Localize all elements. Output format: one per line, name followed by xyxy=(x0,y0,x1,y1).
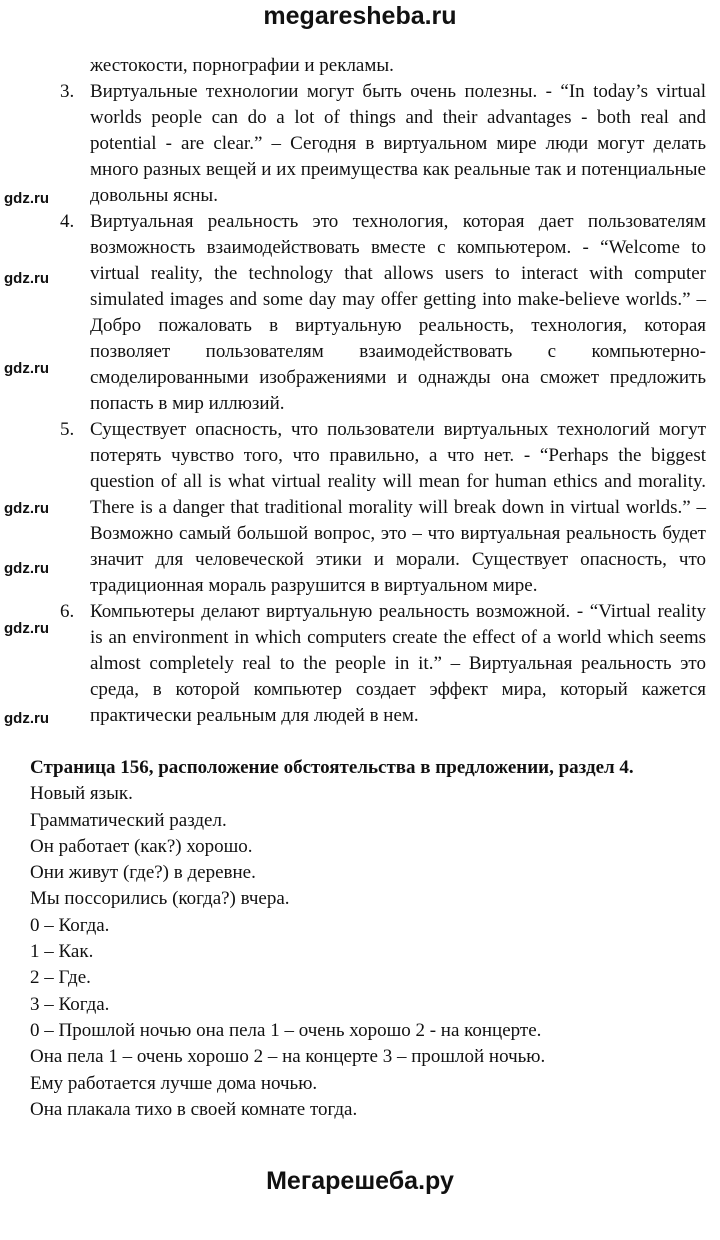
item-text: Виртуальные технологии могут быть очень полезны. - “In today’s virtual worlds people can do a lot of things and their advantages - both real and potential - are clear.” – Сегодня в виртуальном мире люди могут делать много разных вещей и их преимущества как реальные так и потенциальные довольны ясны. xyxy=(90,81,706,206)
section-line: 1 – Как. xyxy=(30,941,94,963)
section-line: Она пела 1 – очень хорошо 2 – на концерте 3 – прошлой ночью. xyxy=(30,1046,546,1068)
watermark: gdz.ru xyxy=(4,190,49,207)
site-header: megaresheba.ru xyxy=(263,2,457,30)
answer-list xyxy=(0,79,720,729)
section-line: 3 – Когда. xyxy=(30,993,110,1015)
list-item xyxy=(60,79,706,209)
watermark: gdz.ru xyxy=(4,500,49,517)
section-line: Он работает (как?) хорошо. xyxy=(30,835,253,857)
section-line: Мы поссорились (когда?) вчера. xyxy=(30,888,290,910)
grammar-section xyxy=(30,755,710,1123)
section-line: Грамматический раздел. xyxy=(30,809,227,831)
watermark: gdz.ru xyxy=(4,360,49,377)
section-line: Они живут (где?) в деревне. xyxy=(30,862,256,884)
list-item xyxy=(60,599,706,729)
watermark: gdz.ru xyxy=(4,560,49,577)
section-line: Ему работается лучше дома ночью. xyxy=(30,1072,318,1094)
item-number: 3. xyxy=(60,81,75,102)
watermark: gdz.ru xyxy=(4,710,49,727)
item-number: 6. xyxy=(60,601,75,622)
item-text: Существует опасность, что пользователи виртуальных технологий могут потерять чувство того, что правильно, а что нет. - “Perhaps the biggest question of all is what virtual reality will mean for human ethics and morality. There is a danger that traditional morality will break down in virtual worlds.” – Возможно самый большой вопрос, это – что виртуальная реальность будет значит для человеческой этики и морали. Существует опасность, что традиционная мораль разрушится в виртуальном мире. xyxy=(90,419,706,596)
section-line: 0 – Прошлой ночью она пела 1 – очень хорошо 2 - на концерте. xyxy=(30,1019,542,1041)
item-number: 5. xyxy=(60,419,75,440)
item-text: Виртуальная реальность это технология, которая дает пользователям возможность взаимодействовать вместе с компьютером. - “Welcome to virtual reality, the technology that allows users to interact with computer simulated images and some day may offer getting into make-believe worlds.” – Добро пожаловать в виртуальную реальность, технология, которая позволяет пользователям взаимодействовать с компьютерно-смоделированными изображениями и однажды она сможет предложить попасть в мир иллюзий. xyxy=(90,211,706,414)
list-item xyxy=(60,209,706,417)
item-number: 4. xyxy=(60,211,75,232)
section-line: Она плакала тихо в своей комнате тогда. xyxy=(30,1098,358,1120)
section-line: 2 – Где. xyxy=(30,967,91,989)
list-item xyxy=(60,417,706,599)
watermark: gdz.ru xyxy=(4,270,49,287)
watermark: gdz.ru xyxy=(4,620,49,637)
item-text: Компьютеры делают виртуальную реальность возможной. - “Virtual reality is an environment in which computers create the effect of a world which seems almost completely real to the people in it.” – Виртуальная реальность это среда, в которой компьютер создает эффект мира, который кажется практически реальным для людей в нем. xyxy=(90,601,706,726)
site-footer: Мегарешеба.ру xyxy=(266,1167,454,1196)
section-line: 0 – Когда. xyxy=(30,914,110,936)
section-line: Новый язык. xyxy=(30,783,133,805)
continuation-text: жестокости, порнографии и рекламы. xyxy=(90,55,394,76)
section-title: Страница 156, расположение обстоятельства в предложении, раздел 4. xyxy=(30,757,634,778)
